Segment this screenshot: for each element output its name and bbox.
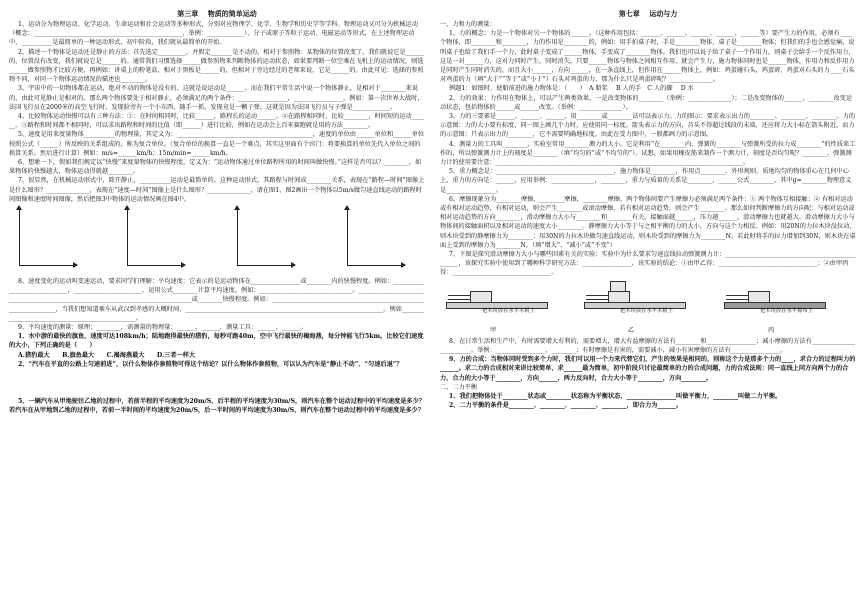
right-paragraph-5: 5、重力概念是：______________________________________，施力物体是________，作用点________，外形规则、质地均匀的物体重心在几何中心上，重力的方向是：______，应用举例：______________，________，重力与质量的关系是________，______公式________，其中g=________物理意义是________________。 <box>440 168 852 194</box>
left-paragraph-7: 7、很显然，在机械运动形式中，除开静止，__________运动是最简单的。这种运动形式，其路程与时间成________关系，表现在“路程—时间”图像上是什么图形？______________，表现在“速度—时间”图像上是什么图形？______________，请在图1、图2画出一个物体以5m/s做匀速直线运动的路程时间图像和速度时间图像，然后把图3中物体的运动情况画在图4中。 <box>9 177 425 203</box>
left-paragraph-9: 9、平均速度的测量：原理：________，需测量的物理量：______、______，测量工具：______、______。 <box>18 324 307 332</box>
weight-icon <box>610 281 626 292</box>
diagram-yi-label: 乙 <box>628 326 635 334</box>
right-paragraph-4: 4、测量力的工具叫________，实验室常用________测力的大小。它是利用“在________内，弹簧的________与弹簧所受的拉力成________”的性质来工作的，所以弹簧测力计上的刻度是________（填“均匀的”或“不均匀的”）。试想，如果用橡皮筋来制作一个测力计，刻度是否均匀呢？________，弹簧测力计的使用要注意：________________________________________________________________________________。 <box>440 140 856 167</box>
graph-2-axes <box>121 207 183 269</box>
right-paragraph-6: 6、摩擦现象分为________摩擦，________摩擦，________摩擦，两个物体间要产生摩擦力必须满足两个条件：① 两个物体互相接触；② 有相对运动或有相对运动趋势，有相对运动，则会产生________或滚动摩擦，若有相对运动趋势，则会产生________。那么如何判断摩擦力的方向呢：与相对运动或相对运动趋势的方向________，滑动摩擦力大小与________和________有关，接触面越______，压力越______，滑动摩擦力也就越大。滑动摩擦力大小与物体间的接触面积以及相对运动的速度大小________。静摩擦力大小等于与之相平衡的力的大小，方向与这个力相反。例如：用20N的力拉木块没拉动，则木块受到的静摩擦力为________；用30N的力拉木块做匀速直线运动，则木块受到的摩擦力为________N。若此时将手的拉力增加到30N，则木块在桌面上受到的摩擦力为________N。（填“增大”、“减小”或“不变”） <box>440 195 856 249</box>
diagram-yi-caption: 把木块放在水平木板上 <box>620 307 673 314</box>
right-section-1-heading: 一、力和力的测量： <box>440 21 496 28</box>
right-example-1: 例题1：如图时，使船前进的施力物体是：（ ） A 船浆 B 人的手 C 人的脚 D 水 <box>449 85 694 93</box>
left-paragraph-6: 6、想象一下，假如我们规定以“快慢”来度量物体的快慢程度，定义为：“运动物体通过单位路程所用的时间叫做快慢。”这样是否可以？________，如果物体的快慢越大，物体运动得就越________。 <box>9 159 422 176</box>
motion-graphs <box>9 205 425 275</box>
question-1: 1、水中游的最快的旗鱼，速度可达108km/h；陆地跑得最快的猎豹，每秒可跑40m，空中飞行最快的褐海燕，每分钟能飞行5km。比较它们速度的大小，下列正确的是（ ） <box>9 333 424 350</box>
right-section-2-heading: 二、二力平衡 <box>440 383 478 391</box>
right-paragraph-1: 1、力的概念：力是一个物体对另一个物体的______。（这种作用包括：______、______、______、______、______等）要产生力的作用，必须有____个物体，即________和________，力的作用是________的，例如：用手拍桌子时，手是________物体，桌子是________物体；但我们的手也会感觉痛，说明桌子也给了我们手一个力，此时桌子变成了______物体，手变成了________物体。我们也可以说子给了桌子一个作用力，则桌子会给手一个反作用力，这是一对______力，这对力同时产生，同时消失，只要______物体与物体之间相互作用，就会产生力，施力物体同时也是______物体，作用力和反作用力是同时产生同时消失的，而且大小______，方向______，在一条直线上，但作用在______物体上，例如：鸡蛋碰石头，鸡蛋碎，鸡蛋对石头的力____石头对鸡蛋的力（填“大于”“等于”或“小于”）石头对鸡蛋的力，那为什么只是鸡蛋碎呢？______________。 <box>440 30 855 84</box>
diagram-bing-caption: 把木块放在水平棉布上 <box>760 307 813 314</box>
diagram-jia <box>442 280 552 334</box>
chapter3-title: 第三章 物质的简单运动 <box>177 9 257 18</box>
question-1-options: A.猎豹最大 B.旗鱼最大 C.褐海燕最大 D.三者一样大 <box>18 351 196 359</box>
diagram-yi <box>580 280 690 334</box>
question-5: 5、一辆汽车从甲地驶往乙地的过程中，若前半程的平均速度为20m/S，后半程的平均速度为30m/S，则汽车在整个运动过程中的平均速度是多少？若汽车在从甲地到乙地的过程中，若前一半时间的平均速度为20m/S，后一半时间的平均速度为30m/S，则汽车在整个运动过程中的平均速度是多少？ <box>9 398 425 415</box>
left-paragraph-1: 1、运动分为物理运动、化学运动、生命运动和社会运动等多种形式，分别对应物理学、化学、生物学和历史学等学科。物理运动又可分为机械运动（概念：________________________________________________，举例：____________）、分子或原子等粒子运动、电磁运动等形式，在上述物理运动中，__________是最简单的一种运动形式，初中阶段，我们就从最简单的开始。 <box>9 21 418 47</box>
left-paragraph-5: 5、速度是用来度量物体__________的物理量，其定义为：____________________________________________，速度的单位由______单位和______单位按照公式（______）所反映的关系组成的，称为复合单位。（复合单位的换算一直是一个难点，其实这里面有个窍门：将要换算的单位先代入单位之间的换算关系。然后进行计算）例如：m/s=______km/h；15m/min=______km/h。 <box>9 131 425 157</box>
spring-scale-icon <box>726 295 748 300</box>
right-paragraph-7: 7、下图是探究滑动摩擦力大小与哪些因素有关的实验：实验中为什么要求匀速直线拉动弹簧测力计：________________________________________________，该探究实验中使用到了哪种科学研究方法：________________。该实验的结论：①由甲乙得：________________________________；②由甲丙得：________________________________。 <box>440 251 856 277</box>
right-balance-2: 2、二力平衡的条件是________、________、________、________，即合力为______。 <box>449 402 683 410</box>
spring-scale-icon <box>586 295 608 300</box>
left-paragraph-2: 2、描述一个物体是运动还是静止的方法：首先选定_________，并假定_______是不动的，相对于参照物：某物体的位置改变了，我们就说它是______的，位置没有改变，我们就说它是______的。通常我们习惯选择______做参照物来判断物体的运动状态，如果要判断一位空乘在飞机上的运动情况，则选______做参照物才比较方便，再例如：讲桌上的粉笔盒，相对于黑板是______的，但相对于旁边经过的老师来说，它是______的。由此可见：选择的参照物不同，对同一个物体运动情况的描述也________。 <box>9 48 425 84</box>
right-paragraph-3: 3、力的三要素是______、______、______，用________或________法可以表示力。力的图示：要求表示出力的________、________、________。力的示意图：力的大小要有标度，同一图上画几个力时，应使用同一标度。箭头表示力的方向，首头不得超过线段的末端，还应将力大小标在箭头附近。而力的示意图：只表示出力的________，它不需要明确地标度。由此在受力图中，一般都画力的示意图。 <box>440 113 856 139</box>
spring-scale-icon <box>448 295 470 300</box>
chapter7-title: 第七章 运动与力 <box>618 9 678 18</box>
diagram-jia-caption: 把木块放在水平木板上 <box>482 307 535 314</box>
right-column <box>440 8 856 410</box>
graph-1-axes <box>13 207 75 269</box>
diagram-bing <box>720 280 830 334</box>
friction-experiment-diagrams <box>440 280 856 336</box>
right-balance-1: 1、我们把物体处于________状态或________状态称为平衡状态，________________叫做平衡力，________叫做二力平衡。 <box>449 392 782 400</box>
diagram-jia-label: 甲 <box>490 326 497 334</box>
left-column <box>9 8 425 416</box>
left-paragraph-4: 4、比较物体运动快慢可以有三种方法：①：在时间相同时，比较______，路程长的运动______。②在路程相同时，比较________，时间短的运动______。③路程和时间都不相同时，可以求出路程和时间的比值（即______）进行比较，例如在运动会上百米赛跑就是用的方法________。 <box>9 113 425 130</box>
left-paragraph-8: 8、速度变化的运动叫变速运动，要求同学们理解：平均速度：它表示的是运动物体在________________或________内的快慢程度。例如：_____________________________，______________________，运用公式________计算平均速度，例如：______________________________。________________________________________________________________________________或________快慢程度。例如：________________________________________________________________，当我们想知道乘车从武汉到孝感的大概时间，________________________________________________________________。例如________________________________________________。 <box>9 278 425 322</box>
right-paragraph-8: 8、在日常生活和生产中，有时需要增大有利的，需要增大，增大有益摩擦的方法有________和________________；减小摩擦的方法有________________________。举例：________________，________；有时摩擦是有害的，需要减小，减小有害摩擦的方法有________________。 <box>440 337 856 354</box>
diagram-bing-label: 丙 <box>768 326 775 334</box>
graph-4-axes <box>341 207 403 269</box>
question-2: 2、“汽车在平直的公路上匀速前进”，以什么物体作参照物可得这个结论？以什么物体作参照物，可以认为汽车是“静止不动”、“匀速后退”？ <box>18 360 403 368</box>
left-paragraph-3: 3、宇宙中的一切物体都在运动，绝对不动的物体是没有的。这就是说运动是______。而在我们平常生活中说一个物体静止，是相对于________来说的，由此可见静止是相对的。那么两个物体要处于相对静止，必须满足的两个条件：________________，________________。例如：第一次世界大战时，法国飞行员在2000米的高空飞行时，发现脸旁有一个小东西，随手一抓，发现竟是一颗子弹，这就是因为法国飞行员与子弹是____________。 <box>9 85 424 111</box>
right-paragraph-9: 9、力的合成：当物体同时受到多个力时，我们可以用一个力来代替它们，产生的效果是相同的，则称这个力是那多个力的____，求合力的过程叫力的______。求二力的合成相对来讲比较简单，求______最为简单，初中阶段只讨论最简单的力的合成问题，力的合成法则：同一直线上同方向两个力的合力，合力的大小等于________，方向______，两力反向时，合力大小等于________，方向________。 <box>440 356 856 382</box>
graph-3-axes <box>231 207 293 269</box>
right-paragraph-2: 2、力的效果：力作用在物体上，可以产生两类效果，一是改变物体的________（举例：______________）；二是改变物体的______、________改变运动状态，包括物体的______或______改变。（举例：______________）。 <box>440 94 853 111</box>
